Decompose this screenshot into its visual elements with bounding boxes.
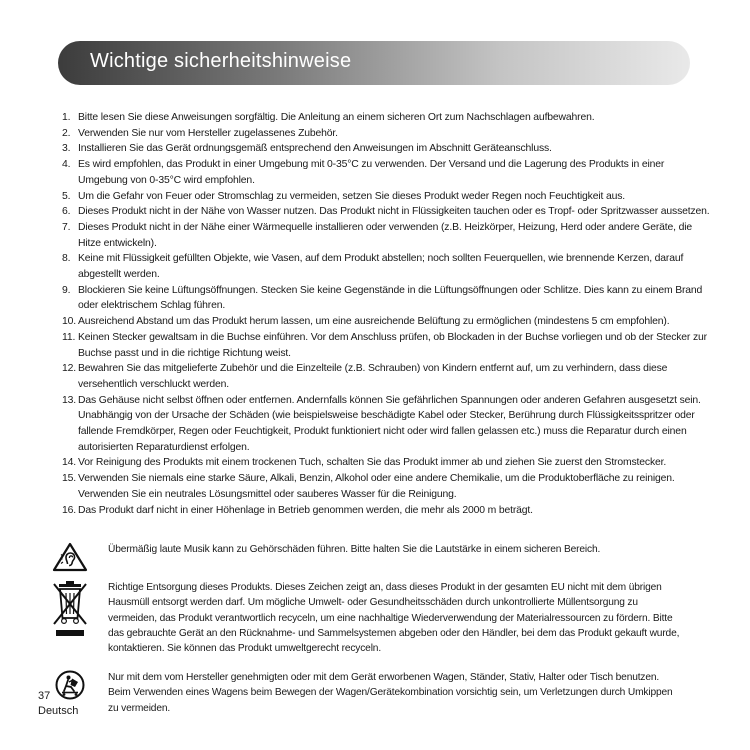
list-item: 2. Verwenden Sie nur vom Hersteller zugelassenes Zubehör. [62, 127, 338, 139]
list-item: 8. Keine mit Flüssigkeit gefüllten Objekte, wie Vasen, auf dem Produkt abstellen; noch sollten Feuerquellen, wie brennende Kerzen, darauf abgestellt werden. [62, 253, 684, 281]
list-item: 1. Bitte lesen Sie diese Anweisungen sorgfältig. Die Anleitung an einem sicheren Ort zum Nachschlagen aufbewahren. [62, 112, 595, 123]
list-item: 16. Das Produkt darf nicht in einer Höhenlage in Betrieb genommen werden, die mehr als 2000 m beträgt. [62, 504, 533, 516]
page-number: 37 [38, 690, 51, 702]
safety-instructions-list [62, 110, 710, 518]
list-item: 15. Verwenden Sie niemals eine starke Säure, Alkali, Benzin, Alkohol oder eine andere Chemikalie, um die Produktoberfläche zu reinigen. Verwenden Sie ein neutrales Lösungsmittel oder sauberes Wasser für die Reinigung. [62, 473, 675, 500]
list-item: 5. Um die Gefahr von Feuer oder Stromschlag zu vermeiden, setzen Sie dieses Produkt weder Regen noch Feuchtigkeit aus. [62, 190, 626, 202]
page-language: Deutsch [38, 705, 79, 717]
list-item: 3. Installieren Sie das Gerät ordnungsgemäß entsprechend den Anweisungen im Abschnitt Geräteanschluss. [62, 143, 552, 155]
weee-notice-text: Richtige Entsorgung dieses Produkts. Dieses Zeichen zeigt an, dass dieses Produkt in der gesamten EU nicht mit dem übrigen Hausmüll entsorgt werden darf. Um mögliche Umwelt- oder Gesundheitsschäden durch unkontrollierte Müllentsorgung zu vermeiden, das Produkt verantwortlich recyceln, um eine nachhaltige Wiederverwendung der Materialressourcen zu fördern. Bitte das gebrauchte Gerät an den Rücknahme- und Sammelsystemen abgeben oder den Händler, bei dem das Produkt gekauft wurde, kontaktieren. Sie können das Produkt umweltgerecht recyceln. [108, 582, 680, 655]
list-item: 7. Dieses Produkt nicht in der Nähe einer Wärmequelle installieren oder verwenden (z.B. Heizkörper, Heizung, Herd oder andere Geräte, die Hitze entwickeln). [62, 221, 693, 249]
cart-notice-text: Nur mit dem vom Hersteller genehmigten oder mit dem Gerät erworbenen Wagen, Ständer, Stativ, Halter oder Tisch benutzen. Beim Verwenden eines Wagens beim Bewegen der Wagen/Gerätekombination vorsichtig sein, um Verletzungen durch Umkippen zu vermeiden. [108, 672, 673, 714]
list-item: 4. Es wird empfohlen, das Produkt in einer Umgebung mit 0-35°C zu verwenden. Der Versand und die Lagerung des Produkts in einer Umgebung von 0-35°C wird empfohlen. [62, 159, 665, 186]
hearing-notice [42, 542, 682, 572]
list-item: 13. Das Gehäuse nicht selbst öffnen oder entfernen. Andernfalls können Sie gefährlichen Spannungen oder anderen Gefahren ausgesetzt sein. Unabhängig von der Ursache der Schäden (wie beispielsweise beschädigte Kabel oder Stecker, Berührung durch Flüssigkeitsspritzer oder fallende Fremdkörper, Regen oder Feuchtigkeit, Produkt funktioniert nicht oder wird fallen gelassen etc.) muss die Reparatur durch einen autorisierten Reparaturdienst erfolgen. [62, 394, 701, 453]
cart-notice [42, 670, 682, 718]
list-item: 11. Keinen Stecker gewaltsam in die Buchse einführen. Vor dem Anschluss prüfen, ob Blockaden in der Buchse vorliegen und ob der Stecker zur Buchse passt und in die richtige Richtung weist. [62, 331, 707, 359]
list-item: 6. Dieses Produkt nicht in der Nähe von Wasser nutzen. Das Produkt nicht in Flüssigkeiten tauchen oder es Tropf- oder Spritzwasser aussetzen. [62, 206, 710, 218]
cart-tip-over-icon [42, 670, 98, 700]
hearing-notice-text: Übermäßig laute Musik kann zu Gehörschäden führen. Bitte halten Sie die Lautstärke in einem sicheren Bereich. [108, 544, 601, 555]
weee-notice [42, 580, 682, 664]
list-item: 14. Vor Reinigung des Produkts mit einem trockenen Tuch, schalten Sie das Produkt immer ab und ziehen Sie zuerst den Stromstecker. [62, 457, 667, 469]
hearing-warning-icon [42, 542, 98, 572]
list-item: 12. Bewahren Sie das mitgelieferte Zubehör und die Einzelteile (z.B. Schrauben) von Kindern entfernt auf, um zu verhindern, dass diese versehentlich verschluckt werden. [62, 363, 668, 390]
list-item: 9. Blockieren Sie keine Lüftungsöffnungen. Stecken Sie keine Gegenstände in die Lüftungsöffnungen oder Schlitze. Dies kann zu einem Brand oder elektrischem Schlag führen. [62, 284, 703, 312]
list-item: 10. Ausreichend Abstand um das Produkt herum lassen, um eine ausreichende Belüftung zu ermöglichen (mindestens 5 cm empfohlen). [62, 316, 670, 328]
page-title: Wichtige sicherheitshinweise [90, 50, 352, 72]
crossed-out-bin-icon [42, 580, 98, 640]
header-bar [58, 41, 690, 85]
